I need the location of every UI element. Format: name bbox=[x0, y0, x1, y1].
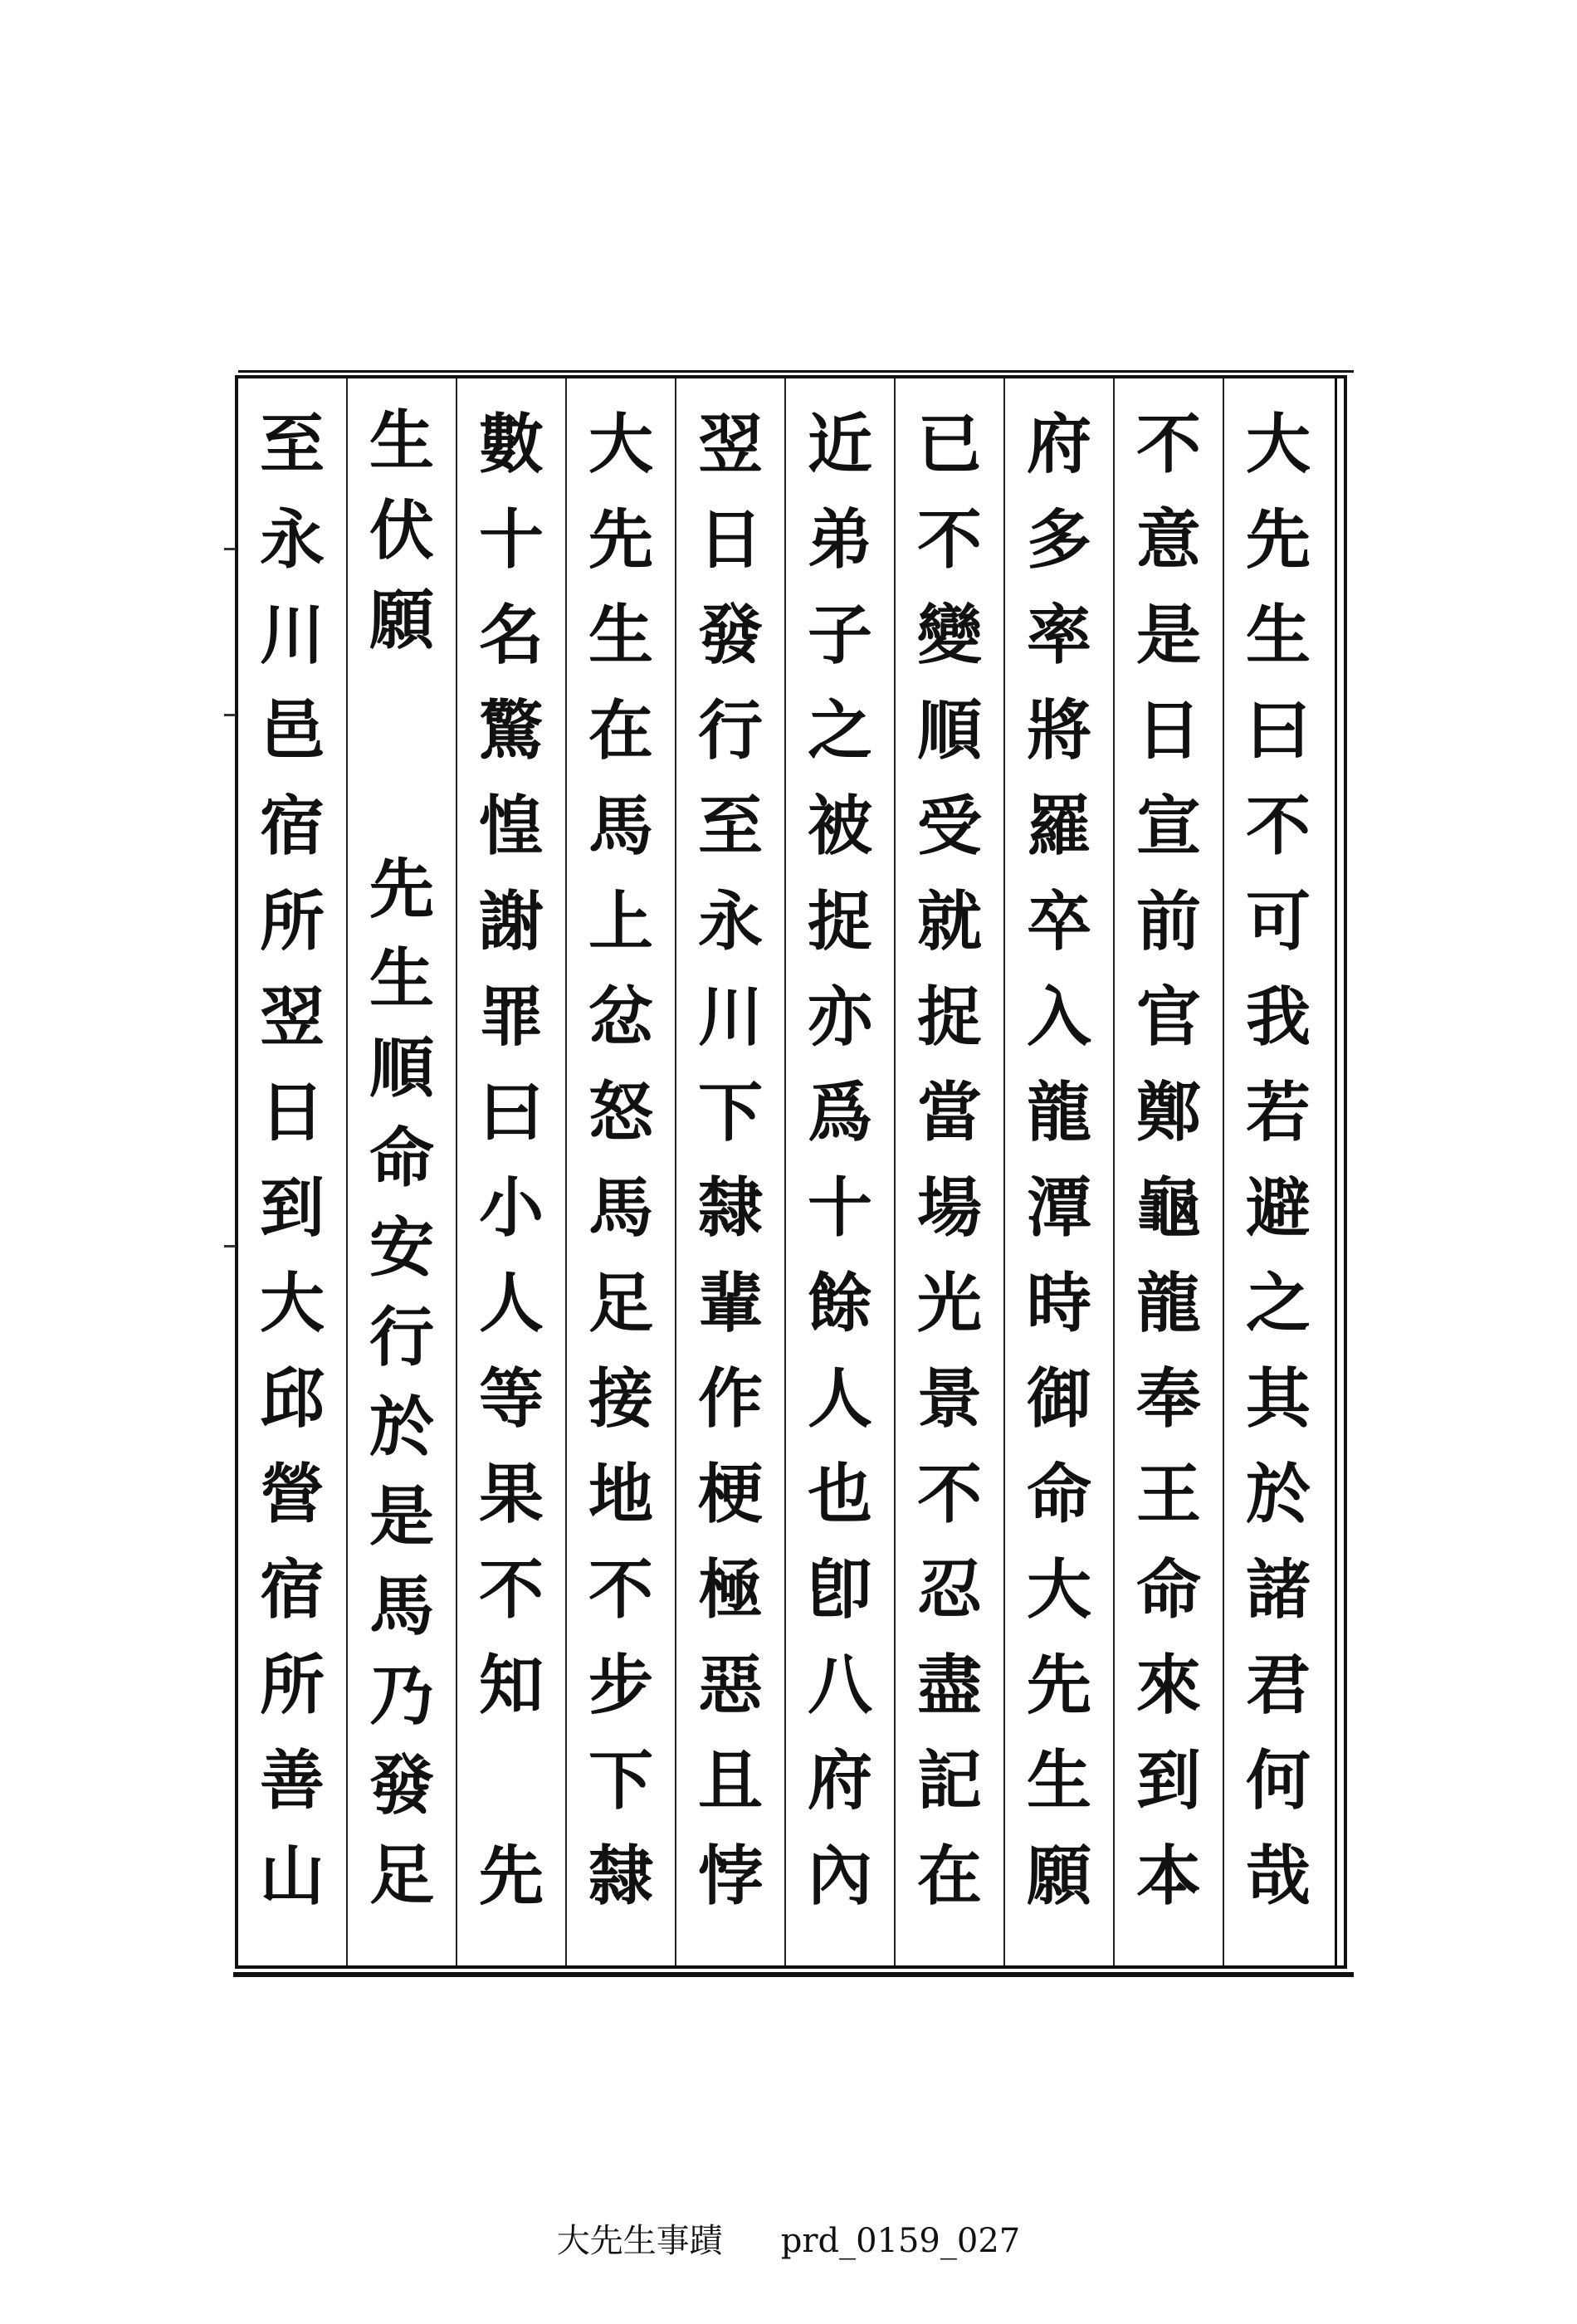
glyph: 願 bbox=[369, 583, 434, 658]
glyph: 不 bbox=[916, 501, 982, 578]
glyph: 先 bbox=[1245, 501, 1311, 578]
glyph: 王 bbox=[1135, 1456, 1201, 1532]
margin-tick bbox=[224, 1245, 236, 1247]
glyph: 將 bbox=[1026, 692, 1091, 769]
glyph: 邑 bbox=[259, 692, 325, 769]
glyph: 生 bbox=[369, 403, 434, 479]
glyph: 罪 bbox=[478, 979, 544, 1055]
glyph: 八 bbox=[807, 1647, 872, 1723]
glyph: 不 bbox=[588, 1551, 653, 1628]
glyph: 曰 bbox=[1245, 692, 1311, 769]
glyph: 發 bbox=[369, 1748, 434, 1824]
glyph: 生 bbox=[1026, 1742, 1091, 1819]
glyph: 不 bbox=[1245, 788, 1311, 864]
glyph: 翌 bbox=[697, 406, 763, 482]
glyph: 諸 bbox=[1245, 1551, 1311, 1628]
glyph: 足 bbox=[588, 1265, 653, 1341]
glyph: 安 bbox=[369, 1210, 434, 1286]
glyph: 所 bbox=[259, 883, 325, 959]
glyph: 命 bbox=[1135, 1551, 1201, 1628]
glyph: 忍 bbox=[916, 1551, 982, 1628]
glyph: 於 bbox=[1245, 1456, 1311, 1532]
glyph: 小 bbox=[478, 1169, 544, 1246]
glyph: 前 bbox=[1135, 883, 1201, 959]
glyph: 生 bbox=[1245, 597, 1311, 673]
glyph: 記 bbox=[916, 1742, 982, 1819]
glyph: 先 bbox=[1026, 1647, 1091, 1723]
glyph: 地 bbox=[588, 1456, 653, 1532]
glyph: 惶 bbox=[478, 788, 544, 864]
glyph: 所 bbox=[259, 1647, 325, 1723]
glyph: 隸 bbox=[697, 1169, 763, 1246]
glyph: 府 bbox=[1026, 406, 1091, 482]
glyph: 大 bbox=[588, 406, 653, 482]
glyph: 足 bbox=[369, 1838, 434, 1913]
glyph: 下 bbox=[697, 1074, 763, 1150]
glyph: 命 bbox=[1026, 1456, 1091, 1532]
glyph: 府 bbox=[807, 1742, 872, 1819]
glyph: 子 bbox=[807, 597, 872, 673]
glyph: 邱 bbox=[259, 1360, 325, 1437]
glyph: 來 bbox=[1135, 1647, 1201, 1723]
glyph: 是 bbox=[369, 1479, 434, 1555]
glyph: 多 bbox=[1026, 501, 1091, 578]
glyph: 何 bbox=[1245, 1742, 1311, 1819]
glyph: 日 bbox=[259, 1074, 325, 1150]
glyph: 願 bbox=[1026, 1838, 1091, 1914]
glyph: 亦 bbox=[807, 979, 872, 1055]
glyph: 至 bbox=[259, 406, 325, 482]
text-column bbox=[784, 378, 894, 1965]
glyph: 本 bbox=[1135, 1838, 1201, 1914]
glyph: 伏 bbox=[369, 493, 434, 569]
glyph: 大 bbox=[1245, 406, 1311, 482]
glyph: 馬 bbox=[369, 1569, 434, 1644]
margin-tick bbox=[224, 548, 236, 550]
frame-bottom-rule bbox=[233, 1972, 1354, 1977]
glyph: 數 bbox=[478, 406, 544, 482]
glyph: 日 bbox=[697, 501, 763, 578]
glyph: 龍 bbox=[1135, 1265, 1201, 1341]
text-block-frame bbox=[235, 375, 1347, 1969]
glyph: 大 bbox=[1026, 1551, 1091, 1628]
glyph: 在 bbox=[916, 1838, 982, 1914]
glyph: 場 bbox=[916, 1169, 982, 1246]
glyph: 接 bbox=[588, 1360, 653, 1437]
frame-top-rule bbox=[238, 370, 1354, 373]
glyph: 果 bbox=[478, 1456, 544, 1532]
glyph: 先 bbox=[588, 501, 653, 578]
glyph: 已 bbox=[916, 406, 982, 482]
glyph: 命 bbox=[369, 1120, 434, 1196]
glyph: 不 bbox=[916, 1456, 982, 1532]
glyph: 龜 bbox=[1135, 1169, 1201, 1246]
glyph: 作 bbox=[697, 1360, 763, 1437]
glyph: 曰 bbox=[478, 1074, 544, 1150]
glyph: 時 bbox=[1026, 1265, 1091, 1341]
glyph: 十 bbox=[807, 1169, 872, 1246]
glyph: 入 bbox=[1026, 979, 1091, 1055]
glyph: 隸 bbox=[588, 1838, 653, 1914]
glyph: 山 bbox=[259, 1838, 325, 1914]
glyph: 餘 bbox=[807, 1265, 872, 1341]
glyph: 避 bbox=[1245, 1169, 1311, 1246]
glyph: 鄭 bbox=[1135, 1074, 1201, 1150]
glyph: 受 bbox=[916, 788, 982, 864]
glyph: 於 bbox=[369, 1389, 434, 1465]
glyph: 先 bbox=[369, 852, 434, 927]
glyph: 馬 bbox=[588, 1169, 653, 1246]
glyph: 順 bbox=[916, 692, 982, 769]
glyph: 就 bbox=[916, 883, 982, 959]
glyph: 近 bbox=[807, 406, 872, 482]
text-column bbox=[346, 378, 456, 1965]
glyph: 之 bbox=[1245, 1265, 1311, 1341]
glyph: 且 bbox=[697, 1742, 763, 1819]
glyph: 盡 bbox=[916, 1647, 982, 1723]
glyph: 行 bbox=[697, 692, 763, 769]
glyph: 潭 bbox=[1026, 1169, 1091, 1246]
text-column bbox=[238, 378, 346, 1965]
glyph: 到 bbox=[1135, 1742, 1201, 1819]
glyph: 君 bbox=[1245, 1647, 1311, 1723]
glyph: 景 bbox=[916, 1360, 982, 1437]
glyph: 生 bbox=[588, 597, 653, 673]
glyph: 惡 bbox=[697, 1647, 763, 1723]
glyph: 至 bbox=[697, 788, 763, 864]
glyph: 川 bbox=[697, 979, 763, 1055]
glyph: 之 bbox=[807, 692, 872, 769]
glyph: 知 bbox=[478, 1647, 544, 1723]
glyph: 人 bbox=[807, 1360, 872, 1437]
glyph: 上 bbox=[588, 883, 653, 959]
glyph: 宿 bbox=[259, 788, 325, 864]
glyph: 我 bbox=[1245, 979, 1311, 1055]
margin-tick bbox=[224, 714, 236, 716]
glyph: 乃 bbox=[369, 1658, 434, 1734]
text-column bbox=[675, 378, 784, 1965]
glyph: 十 bbox=[478, 501, 544, 578]
glyph: 翌 bbox=[259, 979, 325, 1055]
text-column bbox=[456, 378, 565, 1965]
glyph: 也 bbox=[807, 1456, 872, 1532]
glyph: 龍 bbox=[1026, 1074, 1091, 1150]
glyph: 輩 bbox=[697, 1265, 763, 1341]
text-column bbox=[894, 378, 1003, 1965]
glyph: 人 bbox=[478, 1265, 544, 1341]
glyph: 下 bbox=[588, 1742, 653, 1819]
glyph: 名 bbox=[478, 597, 544, 673]
glyph: 善 bbox=[259, 1742, 325, 1819]
glyph: 若 bbox=[1245, 1074, 1311, 1150]
glyph: 永 bbox=[697, 883, 763, 959]
glyph: 官 bbox=[1135, 979, 1201, 1055]
glyph: 當 bbox=[916, 1074, 982, 1150]
glyph: 謝 bbox=[478, 883, 544, 959]
glyph: 其 bbox=[1245, 1360, 1311, 1437]
glyph: 梗 bbox=[697, 1456, 763, 1532]
footer-code: prd_0159_027 bbox=[780, 2222, 1021, 2260]
text-column bbox=[1003, 378, 1113, 1965]
glyph: 步 bbox=[588, 1647, 653, 1723]
text-column bbox=[565, 378, 675, 1965]
glyph: 悖 bbox=[697, 1838, 763, 1914]
page-footer bbox=[0, 2214, 1577, 2262]
glyph: 宿 bbox=[259, 1551, 325, 1628]
glyph: 忿 bbox=[588, 979, 653, 1055]
glyph: 率 bbox=[1026, 597, 1091, 673]
glyph: 奉 bbox=[1135, 1360, 1201, 1437]
glyph: 順 bbox=[369, 1031, 434, 1106]
text-column bbox=[1113, 378, 1223, 1965]
glyph: 生 bbox=[369, 941, 434, 1017]
glyph: 驚 bbox=[478, 692, 544, 769]
frame-right-rule bbox=[1335, 375, 1337, 1969]
footer-title: 大先生事蹟 bbox=[556, 2222, 723, 2260]
glyph: 營 bbox=[259, 1456, 325, 1532]
glyph: 在 bbox=[588, 692, 653, 769]
glyph: 日 bbox=[1135, 692, 1201, 769]
glyph: 先 bbox=[478, 1838, 544, 1914]
glyph: 大 bbox=[259, 1265, 325, 1341]
text-columns bbox=[238, 378, 1332, 1965]
glyph: 極 bbox=[697, 1551, 763, 1628]
glyph: 行 bbox=[369, 1300, 434, 1375]
glyph: 可 bbox=[1245, 883, 1311, 959]
glyph: 弟 bbox=[807, 501, 872, 578]
glyph: 到 bbox=[259, 1169, 325, 1246]
glyph: 被 bbox=[807, 788, 872, 864]
glyph: 光 bbox=[916, 1265, 982, 1341]
glyph: 御 bbox=[1026, 1360, 1091, 1437]
glyph: 意 bbox=[1135, 501, 1201, 578]
glyph: 不 bbox=[1135, 406, 1201, 482]
glyph: 等 bbox=[478, 1360, 544, 1437]
glyph: 怒 bbox=[588, 1074, 653, 1150]
glyph: 是 bbox=[1135, 597, 1201, 673]
glyph: 哉 bbox=[1245, 1838, 1311, 1914]
glyph: 變 bbox=[916, 597, 982, 673]
glyph: 永 bbox=[259, 501, 325, 578]
glyph: 內 bbox=[807, 1838, 872, 1914]
glyph: 爲 bbox=[807, 1074, 872, 1150]
glyph: 不 bbox=[478, 1551, 544, 1628]
glyph: 馬 bbox=[588, 788, 653, 864]
glyph: 川 bbox=[259, 597, 325, 673]
glyph: 宣 bbox=[1135, 788, 1201, 864]
glyph: 羅 bbox=[1026, 788, 1091, 864]
glyph: 卽 bbox=[807, 1551, 872, 1628]
glyph: 卒 bbox=[1026, 883, 1091, 959]
glyph: 捉 bbox=[807, 883, 872, 959]
glyph: 發 bbox=[697, 597, 763, 673]
glyph: 捉 bbox=[916, 979, 982, 1055]
text-column bbox=[1223, 378, 1332, 1965]
